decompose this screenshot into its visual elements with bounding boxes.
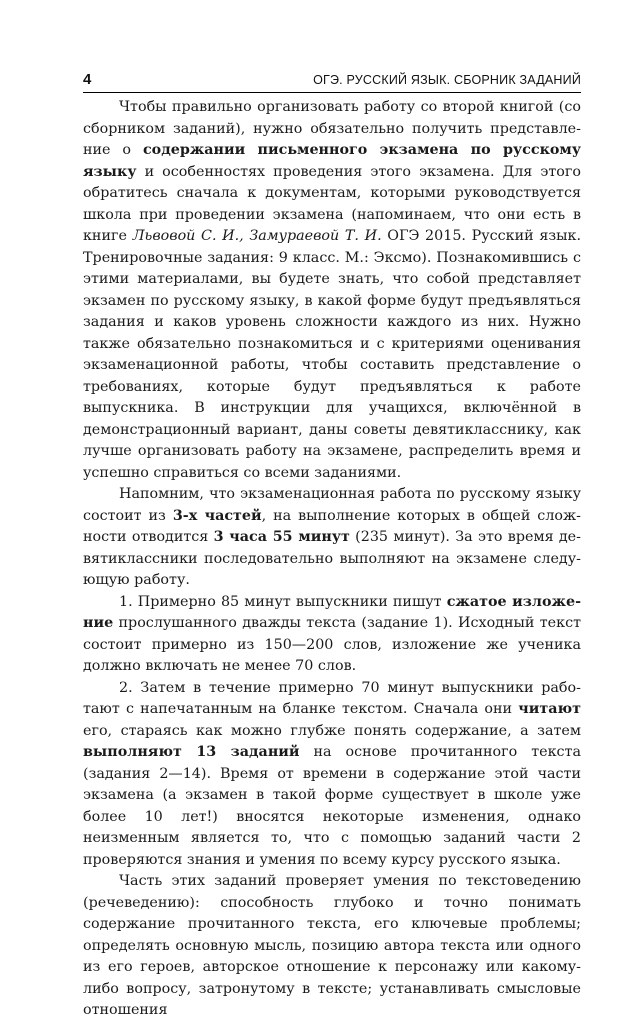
text-run: на основе прочитанного текста (задания 2—14). Время от времени в содержание этой части экзамена (а экзамен в такой форме существует в школе уже более 10 лет!) вносятся некоторые изменения, однако неизменным является то, что с помощью заданий части 2 проверяются знания и умения по всему курсу русского языка. xyxy=(83,744,581,868)
page-number: 4 xyxy=(83,71,92,88)
text-run: 2. Затем в течение примерно 70 минут выпускники работают с напечатанным на бланке текстом. Сначала они xyxy=(83,679,581,717)
bold-run: сжатое изложение xyxy=(83,593,581,631)
italic-run: Львовой С. И., Замураевой Т. И. xyxy=(132,228,382,244)
bold-run: выполняют 13 заданий xyxy=(83,744,300,760)
text-run: Напомним, что экзаменационная работа по русскому языку состоит из xyxy=(83,486,581,524)
text-run: Часть этих заданий проверяет умения по текстоведению (речеведению): способность глубоко и точно понимать содержание прочитанного текста, его ключевые проблемы; определять основную мысль, позицию автора текста или одного из его героев, авторское отношение к персонажу или какому-либо вопросу, затронутому в тексте; устанавливать смысловые отношения xyxy=(83,873,581,1018)
text-run: (235 минут). За это время девятиклассники последовательно выполняют на экзамене следующую работу. xyxy=(83,529,581,588)
text-run: ОГЭ 2015. Русский язык. Тренировочные задания: 9 класс. М.: Эксмо). Познакомившись с этими материалами, вы будете знать, что собой представляет экзамен по русскому языку, в какой форме будут предъявляться задания и каков уровень сложности каждого из них. Нужно также обязательно познакомиться и с критериями оценивания экзаменационной работы, чтобы составить представление о требованиях, которые будут предъявляться к работе выпускника. В инструкции для учащихся, включённой в демонстрационный вариант, даны советы девятикласснику, как лучше организовать работу на экзамене, распределить время и успешно справиться со всеми заданиями. xyxy=(83,228,581,481)
bold-run: содержании письменного экзамена по русскому языку xyxy=(83,142,581,180)
paragraph xyxy=(83,484,581,592)
text-run: Чтобы правильно организовать работу со второй книгой (со сборником заданий), нужно обязательно получить представление о xyxy=(83,99,581,158)
text-run: 1. Примерно 85 минут выпускники пишут xyxy=(119,593,447,610)
bold-run: 3 часа 55 минут xyxy=(213,529,350,545)
bold-run: читают xyxy=(518,701,581,717)
text-run: его, стараясь как можно глубже понять содержание, а затем xyxy=(83,722,581,739)
paragraph xyxy=(83,871,581,1022)
text-run: , на выполнение которых в общей сложности отводится xyxy=(83,507,582,545)
text-run: и особенностях проведения этого экзамена. Для этого обратитесь сначала к документам, которыми руководствуется школа при проведении экзамена (напоминаем, что они есть в книге xyxy=(83,163,581,244)
paragraph xyxy=(83,97,581,484)
text-run: прослушанного дважды текста (задание 1). Исходный текст состоит примерно из 150—200 слов, изложение же ученика должно включать не менее 70 слов. xyxy=(83,615,581,674)
bold-run: 3-х частей xyxy=(172,507,262,524)
paragraph xyxy=(83,678,581,872)
body-text xyxy=(83,97,581,1022)
paragraph xyxy=(83,592,581,678)
running-title: ОГЭ. РУССКИЙ ЯЗЫК. СБОРНИК ЗАДАНИЙ xyxy=(313,73,581,87)
page-header xyxy=(83,68,581,93)
